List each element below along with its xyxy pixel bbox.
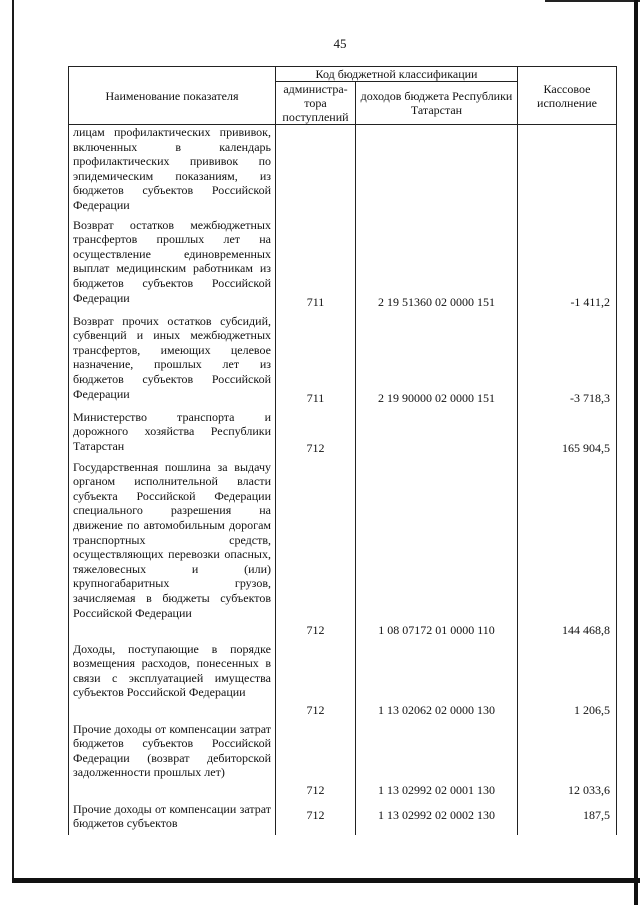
row-admin-code: 712 [276,800,356,835]
row-admin-code: 712 [276,408,356,458]
table-row [69,720,617,800]
header-cash-execution: Кассовое исполнение [518,67,617,125]
row-revenue-code: 1 13 02062 02 0000 130 [356,640,518,720]
table-row [69,458,617,640]
budget-table [68,66,617,835]
scan-right-border [634,0,638,905]
row-admin-code: 711 [276,312,356,408]
row-revenue-code [356,408,518,458]
header-classification-code: Код бюджетной классификации [276,67,518,82]
row-amount [518,125,617,216]
row-name: Министерство транспорта и дорожного хозяйства Республики Татарстан [69,408,276,458]
table-row [69,216,617,312]
row-revenue-code: 1 08 07172 01 0000 110 [356,458,518,640]
row-amount: -1 411,2 [518,216,617,312]
row-revenue-code: 1 13 02992 02 0001 130 [356,720,518,800]
row-name: Возврат прочих остатков субсидий, субвенций и иных межбюджетных трансфертов, имеющих целевое назначение, прошлых лет из бюджетов субъектов Российской Федерации [69,312,276,408]
page-number: 45 [333,36,347,51]
row-name: Государственная пошлина за выдачу органом исполнительной власти субъекта Российской Федерации специального разрешения на движение по автомобильным дорогам транспортных средств, осуществляющих перевозки опасных, тяжеловесных и (или) крупногабаритных грузов, зачисляемая в бюджеты субъектов Российской Федерации [69,458,276,640]
header-name: Наименование показателя [69,67,276,125]
row-amount: -3 718,3 [518,312,617,408]
row-amount: 187,5 [518,800,617,835]
row-amount: 165 904,5 [518,408,617,458]
header-admin: администра-тора поступлений [276,82,356,125]
row-admin-code: 712 [276,458,356,640]
table-row [69,640,617,720]
header-revenue: доходов бюджета Республики Татарстан [356,82,518,125]
row-admin-code [276,125,356,216]
row-amount: 12 033,6 [518,720,617,800]
scan-bottom-border [12,878,640,883]
table-row [69,800,617,835]
scan-left-border [12,0,14,880]
row-amount: 144 468,8 [518,458,617,640]
table-header [69,67,617,125]
table-row [69,408,617,458]
row-amount: 1 206,5 [518,640,617,720]
scan-edge-line [545,0,640,2]
table-row [69,125,617,216]
row-revenue-code: 2 19 51360 02 0000 151 [356,216,518,312]
row-revenue-code [356,125,518,216]
table-row [69,312,617,408]
row-name: лицам профилактических прививок, включенных в календарь профилактических прививок по эпидемическим показаниям, из бюджетов субъектов Российской Федерации [69,125,276,216]
row-name: Прочие доходы от компенсации затрат бюджетов субъектов [69,800,276,835]
row-admin-code: 712 [276,640,356,720]
row-name: Возврат остатков межбюджетных трансфертов прошлых лет на осуществление единовременных выплат медицинским работникам из бюджетов субъектов Российской Федерации [69,216,276,312]
row-revenue-code: 2 19 90000 02 0000 151 [356,312,518,408]
row-name: Прочие доходы от компенсации затрат бюджетов субъектов Российской Федерации (возврат дебиторской задолженности прошлых лет) [69,720,276,800]
row-revenue-code: 1 13 02992 02 0002 130 [356,800,518,835]
row-admin-code: 712 [276,720,356,800]
row-name: Доходы, поступающие в порядке возмещения расходов, понесенных в связи с эксплуатацией имущества субъектов Российской Федерации [69,640,276,720]
row-admin-code: 711 [276,216,356,312]
